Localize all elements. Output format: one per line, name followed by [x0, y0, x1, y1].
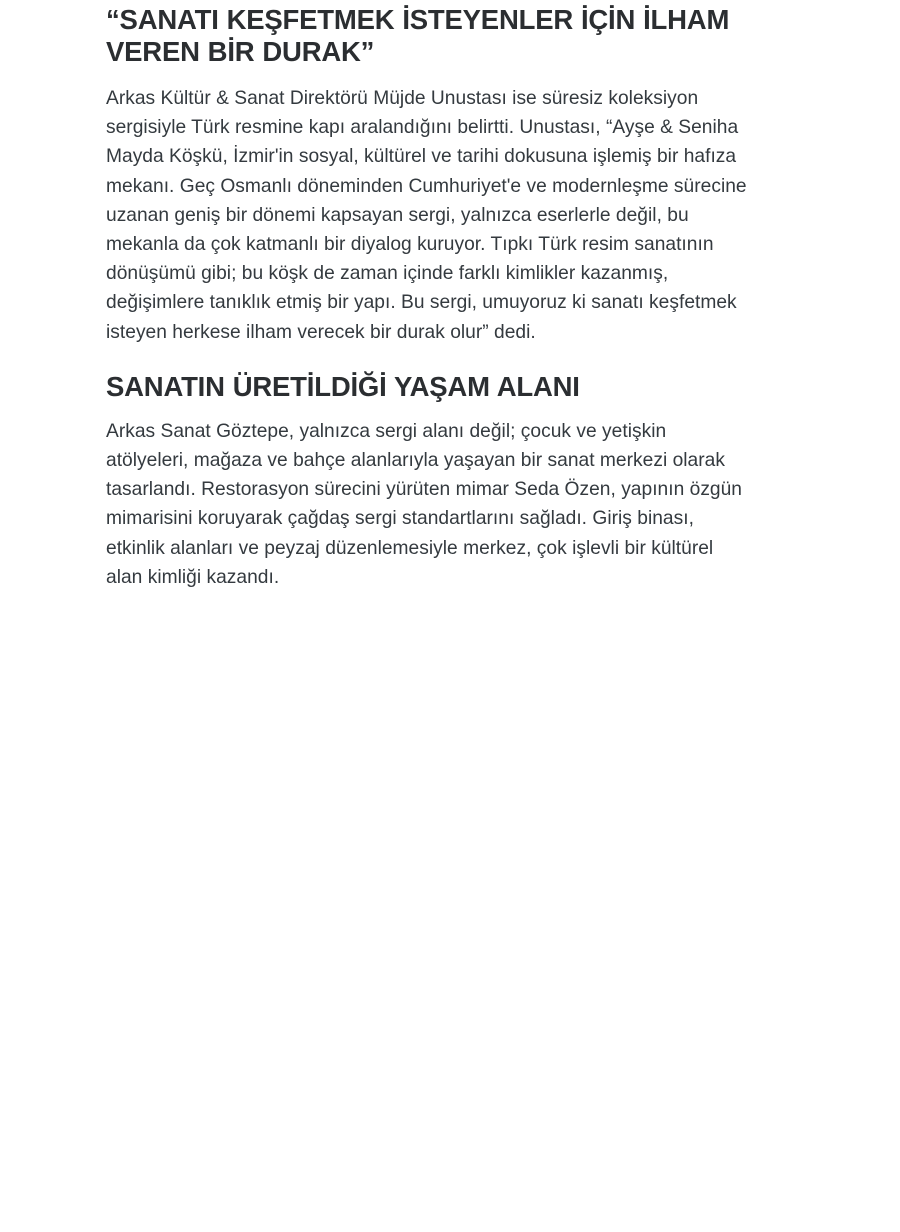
section-paragraph-one: Arkas Kültür & Sanat Direktörü Müjde Unustası ise süresiz koleksiyon sergisiyle Türk resmine kapı aralandığını belirtti. Unustası, “Ayşe & Seniha Mayda Köşkü, İzmir'in sosyal, kültürel ve tarihi dokusuna işlemiş bir hafıza mekanı. Geç Osmanlı döneminden Cumhuriyet'e ve modernleşme sürecine uzanan geniş bir dönemi kapsayan sergi, yalnızca eserlerle değil, bu mekanla da çok katmanlı bir diyalog kuruyor. Tıpkı Türk resim sanatının dönüşümü gibi; bu köşk de zaman içinde farklı kimlikler kazanmış, değişimlere tanıklık etmiş bir yapı. Bu sergi, umuyoruz ki sanatı keşfetmek isteyen herkese ilham verecek bir durak olur” dedi.: [106, 88, 747, 343]
section-paragraph-two: Arkas Sanat Göztepe, yalnızca sergi alanı değil; çocuk ve yetişkin atölyeleri, mağaza ve bahçe alanlarıyla yaşayan bir sanat merkezi olarak tasarlandı. Restorasyon sürecini yürüten mimar Seda Özen, yapının özgün mimarisini koruyarak çağdaş sergi standartlarını sağladı. Giriş binası, etkinlik alanları ve peyzaj düzenlemesiyle merkez, çok işlevli bir kültürel alan kimliği kazandı.: [106, 420, 743, 588]
page-bottom-whitespace: [106, 592, 758, 1232]
section-block-quote: [106, 0, 754, 68]
article-content: [106, 0, 758, 1232]
section-heading-quote: “SANATI KEŞFETMEK İSTEYENLER İÇİN İLHAM VEREN BİR DURAK”: [106, 4, 730, 67]
paragraph-block-one: [106, 68, 758, 347]
section-heading-living-space: SANATIN ÜRETİLDİĞİ YAŞAM ALANI: [106, 370, 580, 402]
section-block-living-space: [106, 347, 758, 403]
paragraph-block-two: [106, 403, 746, 592]
